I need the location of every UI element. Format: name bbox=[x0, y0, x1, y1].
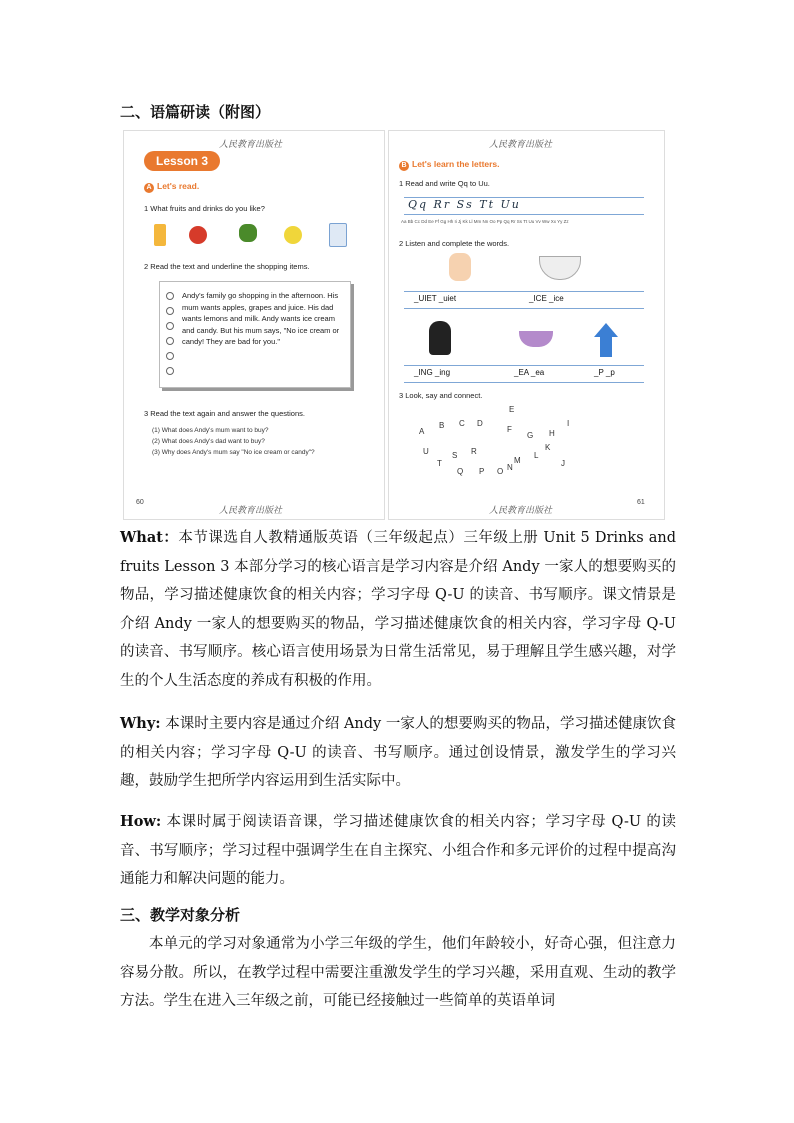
letter-d: D bbox=[477, 419, 483, 428]
letter-s: S bbox=[452, 451, 458, 460]
word-quiet: _UIET _uiet bbox=[414, 294, 457, 303]
grapes-picture bbox=[239, 224, 257, 242]
how-paragraph bbox=[120, 808, 676, 894]
letter-o: O bbox=[497, 467, 504, 476]
publisher-mark-bottom: 人民教育出版社 bbox=[219, 506, 283, 516]
question-1: 1 Read and write Qq to Uu. bbox=[399, 179, 490, 188]
page-number-right: 61 bbox=[637, 499, 645, 506]
letter-i: I bbox=[567, 419, 570, 428]
section-a-title bbox=[144, 181, 199, 193]
lesson-label: Lesson 3 bbox=[144, 151, 220, 171]
textbook-page-right bbox=[388, 130, 665, 520]
binder-ring bbox=[166, 337, 174, 345]
textbook-page-left bbox=[123, 130, 385, 520]
section-3-paragraph: 本单元的学习对象通常为小学三年级的学生，他们年龄较小，好奇心强，但注意力容易分散。所以，在教学过程中需要注重激发学生的学习兴趣，采用直观、生动的教学方法。学生在进入三年级之前，可能已经接触过一些简单的英语单词 bbox=[120, 936, 676, 1009]
word-lines-2 bbox=[404, 365, 644, 383]
rice-bowl-picture bbox=[539, 256, 581, 280]
letter-r: R bbox=[471, 447, 477, 456]
lemon-picture bbox=[284, 226, 302, 244]
letter-a: A bbox=[419, 427, 425, 436]
section-b-title bbox=[399, 159, 500, 171]
letter-p: P bbox=[479, 467, 485, 476]
sub-question-1: (1) What does Andy's mum want to buy? bbox=[152, 427, 269, 434]
letter-m: M bbox=[514, 456, 521, 465]
letter-h: H bbox=[549, 429, 555, 438]
what-label: What： bbox=[120, 529, 179, 546]
word-tea: _EA _ea bbox=[514, 368, 545, 377]
publisher-mark: 人民教育出版社 bbox=[489, 140, 553, 150]
letter-j: J bbox=[561, 459, 565, 468]
tea-cup-picture bbox=[519, 331, 553, 347]
question-3: 3 Read the text again and answer the questions. bbox=[144, 409, 305, 418]
letter-u: U bbox=[423, 447, 429, 456]
section-b-text: Let's learn the letters. bbox=[412, 159, 500, 169]
finger-picture bbox=[449, 253, 471, 281]
letter-f: F bbox=[507, 425, 512, 434]
binder-ring bbox=[166, 322, 174, 330]
textbook-spread bbox=[123, 130, 663, 518]
section-a-badge: A bbox=[144, 183, 154, 193]
word-lines-1 bbox=[404, 291, 644, 309]
what-paragraph bbox=[120, 524, 676, 695]
section-a-text: Let's read. bbox=[157, 181, 200, 191]
publisher-mark: 人民教育出版社 bbox=[219, 140, 283, 150]
singing-girl-picture bbox=[429, 321, 451, 355]
binder-ring bbox=[166, 352, 174, 360]
page-number-left: 60 bbox=[136, 499, 144, 506]
letter-k: K bbox=[545, 443, 551, 452]
up-arrow-picture bbox=[594, 323, 618, 337]
apple-picture bbox=[189, 226, 207, 244]
word-sing: _ING _ing bbox=[414, 368, 451, 377]
section-b-badge: B bbox=[399, 161, 409, 171]
letter-b: B bbox=[439, 421, 445, 430]
letter-g: G bbox=[527, 431, 534, 440]
reading-text: Andy's family go shopping in the afternoon. His mum wants apples, grapes and juice. His dad wants lemons and milk. Andy wants ice cream and candy. But his mum says, "No ice cream or candy! They are bad for you." bbox=[182, 291, 340, 346]
why-text: 本课时主要内容是通过介绍 Andy 一家人的想要购买的物品，学习描述健康饮食的相关内容；学习字母 Q-U 的读音、书写顺序。通过创设情景，激发学生的学习兴趣，鼓励学生把所学内容运用到生活实际中。 bbox=[120, 716, 677, 789]
handwriting-lines bbox=[404, 197, 644, 215]
question-1: 1 What fruits and drinks do you like? bbox=[144, 204, 265, 213]
binder-ring bbox=[166, 367, 174, 375]
letter-q: Q bbox=[457, 467, 464, 476]
sub-question-3: (3) Why does Andy's mum say "No ice cream or candy"? bbox=[152, 449, 315, 456]
binder-ring bbox=[166, 307, 174, 315]
question-2: 2 Read the text and underline the shopping items. bbox=[144, 262, 310, 271]
word-rice: _ICE _ice bbox=[529, 294, 564, 303]
what-text: 本节课选自人教精通版英语（三年级起点）三年级上册 Unit 5 Drinks and fruits Lesson 3 本部分学习的核心语言是学习内容是介绍 Andy 一家人的想要购买的物品，学习描述健康饮食的相关内容；学习字母 Q-U 的读音、书写顺序。课文情景是介绍 Andy 一家人的想要购买的物品，学习描述健康饮食的相关内容，学习字母 Q-U 的读音、书写顺序。核心语言使用场景为日常生活常见，易于理解且学生感兴趣，对学生的个人生活态度的养成有积极的作用。 bbox=[120, 530, 676, 689]
reading-card bbox=[159, 281, 351, 388]
letter-t: T bbox=[437, 459, 442, 468]
juice-picture bbox=[154, 224, 166, 246]
how-label: How: bbox=[120, 813, 162, 830]
alphabet-strip: Aa Bb Cc Dd Ee Ff Gg Hh Ii Jj Kk Ll Mm Nn Oo Pp Qq Rr Ss Tt Uu Vv Ww Xx Yy Zz bbox=[401, 219, 569, 224]
letter-e: E bbox=[509, 405, 515, 414]
handwriting-letters: Qq Rr Ss Tt Uu bbox=[408, 198, 521, 211]
letter-n: N bbox=[507, 463, 513, 472]
section-3-title: 三、教学对象分析 bbox=[120, 906, 241, 924]
up-arrow-shaft bbox=[600, 337, 612, 357]
binder-ring bbox=[166, 292, 174, 300]
question-2: 2 Listen and complete the words. bbox=[399, 239, 510, 248]
why-paragraph bbox=[120, 710, 676, 796]
letter-c: C bbox=[459, 419, 465, 428]
question-3: 3 Look, say and connect. bbox=[399, 391, 483, 400]
word-up: _P _p bbox=[594, 368, 615, 377]
milk-picture bbox=[329, 223, 347, 247]
sub-question-2: (2) What does Andy's dad want to buy? bbox=[152, 438, 265, 445]
section-2-title: 二、语篇研读（附图） bbox=[120, 103, 271, 121]
how-text: 本课时属于阅读语音课，学习描述健康饮食的相关内容；学习字母 Q-U 的读音、书写顺序；学习过程中强调学生在自主探究、小组合作和多元评价的过程中提高沟通能力和解决问题的能力。 bbox=[120, 814, 676, 887]
letter-l: L bbox=[534, 451, 539, 460]
why-label: Why: bbox=[120, 715, 161, 732]
publisher-mark-bottom: 人民教育出版社 bbox=[489, 506, 553, 516]
